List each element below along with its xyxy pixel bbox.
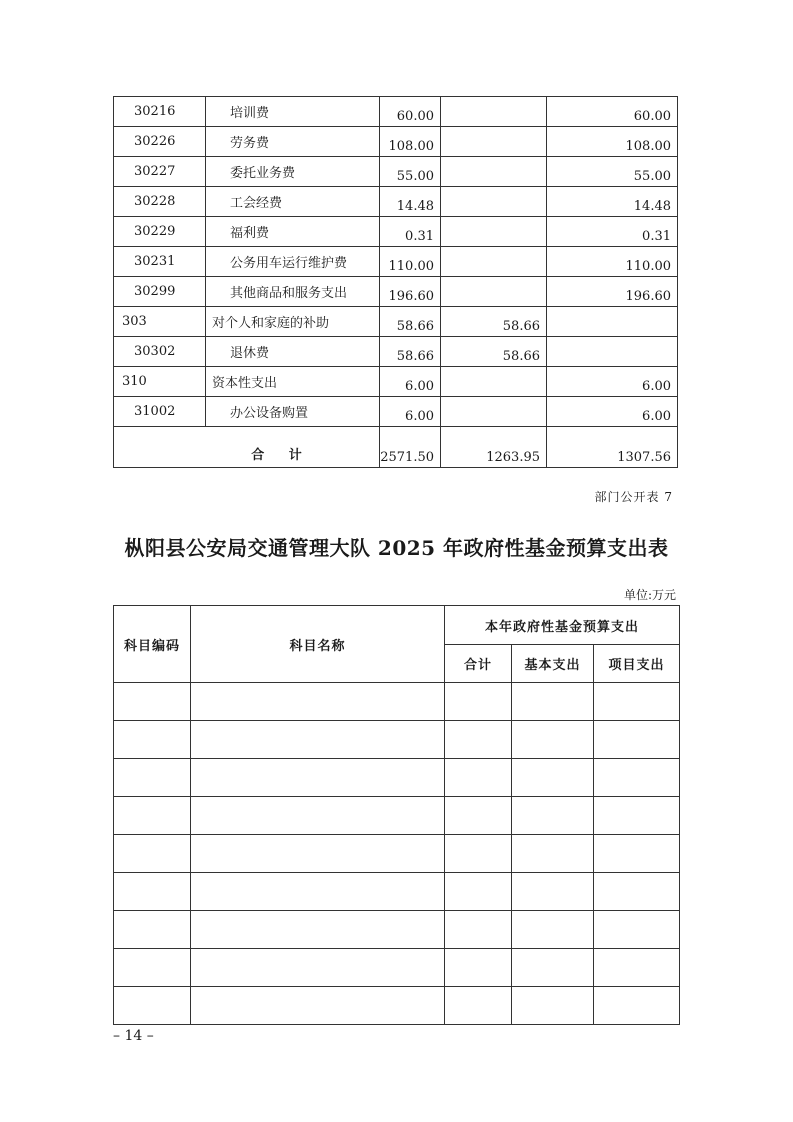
header-basic: 基本支出 — [512, 645, 594, 683]
empty-cell — [512, 759, 594, 797]
row-basic — [441, 247, 547, 277]
row-project: 6.00 — [547, 367, 678, 397]
empty-row — [114, 987, 680, 1025]
empty-cell — [445, 911, 512, 949]
row-total: 110.00 — [380, 247, 441, 277]
row-basic — [441, 367, 547, 397]
empty-cell — [191, 949, 445, 987]
empty-row — [114, 911, 680, 949]
empty-cell — [191, 835, 445, 873]
row-total: 0.31 — [380, 217, 441, 247]
row-total: 6.00 — [380, 397, 441, 427]
empty-cell — [594, 873, 680, 911]
row-project: 60.00 — [547, 97, 678, 127]
empty-cell — [191, 797, 445, 835]
table-row — [114, 217, 678, 247]
table-row — [114, 187, 678, 217]
empty-cell — [191, 873, 445, 911]
row-total: 60.00 — [380, 97, 441, 127]
row-basic — [441, 97, 547, 127]
table-row — [114, 397, 678, 427]
row-project — [547, 307, 678, 337]
header-total: 合计 — [445, 645, 512, 683]
table-row — [114, 127, 678, 157]
row-name: 福利费 — [206, 217, 380, 247]
empty-cell — [114, 911, 191, 949]
row-project: 14.48 — [547, 187, 678, 217]
empty-cell — [114, 759, 191, 797]
empty-cell — [512, 683, 594, 721]
row-name: 委托业务费 — [206, 157, 380, 187]
empty-row — [114, 873, 680, 911]
empty-cell — [445, 949, 512, 987]
empty-cell — [191, 759, 445, 797]
total-row — [114, 427, 678, 468]
row-basic — [441, 187, 547, 217]
row-code: 303 — [114, 307, 206, 337]
empty-cell — [445, 759, 512, 797]
empty-cell — [114, 873, 191, 911]
empty-row — [114, 797, 680, 835]
row-total: 108.00 — [380, 127, 441, 157]
row-code: 30226 — [114, 127, 206, 157]
empty-cell — [594, 911, 680, 949]
table-row — [114, 307, 678, 337]
empty-row — [114, 759, 680, 797]
total-basic: 1263.95 — [441, 427, 547, 468]
empty-cell — [512, 873, 594, 911]
page-title: 枞阳县公安局交通管理大队 2025 年政府性基金预算支出表 — [124, 536, 669, 560]
table-row — [114, 157, 678, 187]
empty-cell — [191, 683, 445, 721]
row-total: 6.00 — [380, 367, 441, 397]
row-total: 196.60 — [380, 277, 441, 307]
empty-cell — [594, 759, 680, 797]
empty-cell — [512, 835, 594, 873]
row-basic — [441, 277, 547, 307]
row-name: 其他商品和服务支出 — [206, 277, 380, 307]
empty-cell — [594, 835, 680, 873]
row-project — [547, 337, 678, 367]
row-code: 31002 — [114, 397, 206, 427]
row-basic: 58.66 — [441, 307, 547, 337]
row-project: 0.31 — [547, 217, 678, 247]
row-project: 108.00 — [547, 127, 678, 157]
empty-cell — [445, 683, 512, 721]
empty-cell — [512, 949, 594, 987]
table-row — [114, 97, 678, 127]
header-name: 科目名称 — [191, 606, 445, 683]
empty-cell — [191, 987, 445, 1025]
empty-cell — [191, 721, 445, 759]
row-name: 对个人和家庭的补助 — [206, 307, 380, 337]
empty-cell — [594, 721, 680, 759]
empty-cell — [594, 949, 680, 987]
empty-cell — [114, 835, 191, 873]
empty-cell — [114, 683, 191, 721]
empty-row — [114, 949, 680, 987]
row-basic — [441, 397, 547, 427]
row-total: 55.00 — [380, 157, 441, 187]
empty-cell — [594, 683, 680, 721]
empty-cell — [114, 949, 191, 987]
table-row — [114, 337, 678, 367]
row-code: 30216 — [114, 97, 206, 127]
row-name: 公务用车运行维护费 — [206, 247, 380, 277]
row-name: 退休费 — [206, 337, 380, 367]
header-project: 项目支出 — [594, 645, 680, 683]
empty-cell — [191, 911, 445, 949]
row-name: 工会经费 — [206, 187, 380, 217]
empty-cell — [512, 721, 594, 759]
empty-cell — [594, 987, 680, 1025]
empty-cell — [445, 721, 512, 759]
empty-row — [114, 835, 680, 873]
page-number: – 14 – — [113, 1028, 154, 1044]
total-project: 1307.56 — [547, 427, 678, 468]
government-fund-budget-table — [113, 605, 680, 1025]
empty-cell — [445, 987, 512, 1025]
header-group: 本年政府性基金预算支出 — [445, 606, 680, 645]
row-project: 55.00 — [547, 157, 678, 187]
unit-label: 单位:万元 — [623, 588, 676, 602]
row-name: 培训费 — [206, 97, 380, 127]
row-basic: 58.66 — [441, 337, 547, 367]
row-code: 30227 — [114, 157, 206, 187]
empty-cell — [114, 987, 191, 1025]
row-basic — [441, 127, 547, 157]
row-name: 劳务费 — [206, 127, 380, 157]
total-label: 合 计 — [114, 427, 380, 468]
table-row — [114, 277, 678, 307]
row-basic — [441, 217, 547, 247]
row-code: 30231 — [114, 247, 206, 277]
empty-cell — [594, 797, 680, 835]
row-basic — [441, 157, 547, 187]
empty-row — [114, 721, 680, 759]
total-total: 2571.50 — [380, 427, 441, 468]
row-project: 110.00 — [547, 247, 678, 277]
empty-cell — [445, 873, 512, 911]
empty-cell — [512, 987, 594, 1025]
row-code: 30228 — [114, 187, 206, 217]
form-number: 部门公开表 7 — [594, 490, 673, 504]
row-project: 196.60 — [547, 277, 678, 307]
row-total: 58.66 — [380, 337, 441, 367]
row-name: 办公设备购置 — [206, 397, 380, 427]
row-total: 14.48 — [380, 187, 441, 217]
empty-cell — [114, 721, 191, 759]
empty-cell — [512, 911, 594, 949]
header-code: 科目编码 — [114, 606, 191, 683]
expense-detail-table — [113, 96, 678, 468]
row-name: 资本性支出 — [206, 367, 380, 397]
row-project: 6.00 — [547, 397, 678, 427]
row-code: 30299 — [114, 277, 206, 307]
row-code: 30302 — [114, 337, 206, 367]
empty-cell — [445, 797, 512, 835]
row-total: 58.66 — [380, 307, 441, 337]
empty-cell — [445, 835, 512, 873]
empty-row — [114, 683, 680, 721]
table-row — [114, 367, 678, 397]
empty-cell — [114, 797, 191, 835]
row-code: 30229 — [114, 217, 206, 247]
empty-cell — [512, 797, 594, 835]
row-code: 310 — [114, 367, 206, 397]
table-row — [114, 247, 678, 277]
